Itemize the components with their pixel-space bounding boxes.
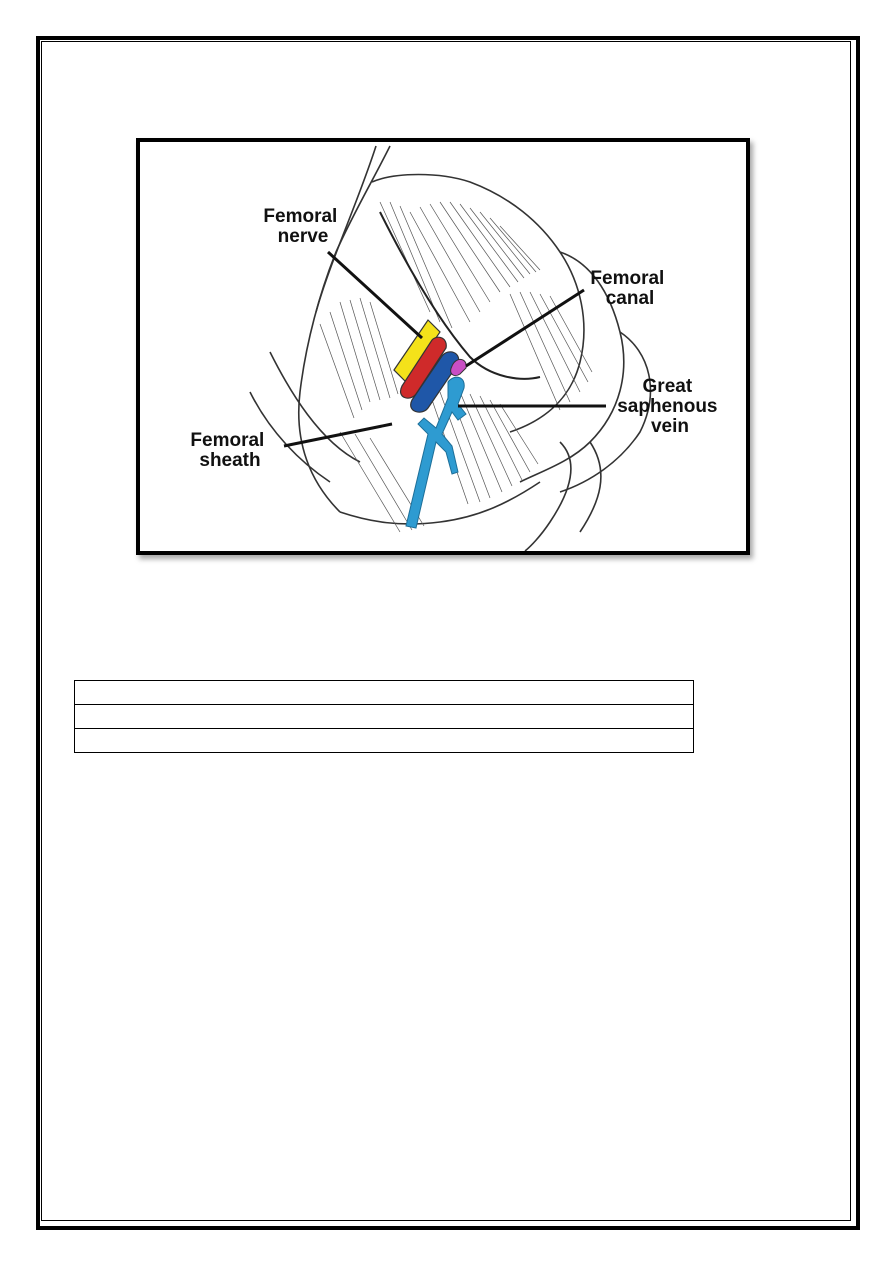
anatomy-illustration (140, 142, 746, 551)
inguinal-ligament (380, 212, 540, 379)
table-row (75, 705, 694, 729)
label-femoral-canal-line2: canal (605, 288, 655, 309)
table-row (75, 729, 694, 753)
table-cell (75, 681, 694, 705)
label-femoral-canal-line1: Femoral (590, 268, 665, 289)
label-femoral-nerve-line1: Femoral (263, 206, 338, 227)
label-great-saphenous-vein-line1: Great (642, 376, 693, 397)
label-femoral-canal (590, 268, 669, 309)
empty-table (74, 680, 694, 753)
label-great-saphenous-vein-line3: vein (650, 416, 690, 437)
label-femoral-nerve-line2: nerve (277, 226, 329, 247)
label-femoral-sheath-line2: sheath (199, 450, 261, 471)
label-great-saphenous-vein (617, 376, 723, 437)
label-femoral-nerve (263, 206, 342, 247)
leader-line-femoral-canal (466, 290, 584, 366)
table-cell (75, 729, 694, 753)
label-great-saphenous-vein-line2: saphenous (617, 396, 718, 417)
label-femoral-sheath-line1: Femoral (190, 430, 265, 451)
anatomy-figure (136, 138, 750, 555)
table-row (75, 681, 694, 705)
label-femoral-sheath (190, 430, 269, 471)
table-cell (75, 705, 694, 729)
